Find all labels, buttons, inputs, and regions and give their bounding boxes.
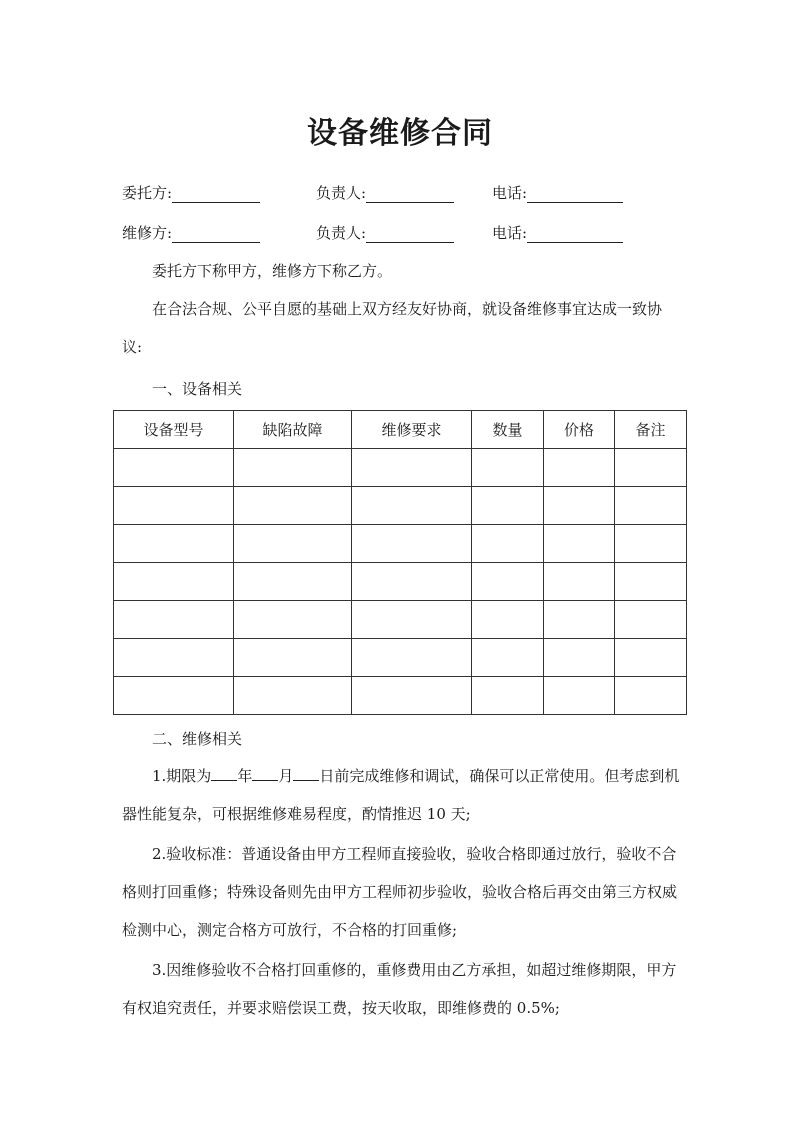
table-cell[interactable] <box>544 677 615 715</box>
table-cell[interactable] <box>615 677 687 715</box>
clause-2: 2.验收标准：普通设备由甲方工程师直接验收，验收合格即通过放行，验收不合格则打回重修；特殊设备则先由甲方工程师初步验收，验收合格后再交由第三方权威检测中心，测定合格方可放行，不合格的打回重修; <box>122 845 678 939</box>
table-cell[interactable] <box>352 677 472 715</box>
table-row <box>114 677 687 715</box>
client-person-blank[interactable] <box>366 184 454 203</box>
table-row <box>114 487 687 525</box>
clause-1 <box>122 757 682 833</box>
equipment-table <box>113 410 687 715</box>
client-phone-blank[interactable] <box>527 184 623 203</box>
year-blank[interactable] <box>211 764 237 781</box>
clause-3: 3.因维修验收不合格打回重修的，重修费用由乙方承担，如超过维修期限，甲方有权追究责任，并要求赔偿误工费，按天收取，即维修费的 0.5%; <box>122 961 677 1017</box>
clause1-prefix: 1.期限为 <box>152 767 212 785</box>
table-cell[interactable] <box>472 601 544 639</box>
table-cell[interactable] <box>234 563 352 601</box>
table-cell[interactable] <box>615 563 687 601</box>
table-cell[interactable] <box>352 601 472 639</box>
table-cell[interactable] <box>544 449 615 487</box>
table-cell[interactable] <box>234 487 352 525</box>
table-cell[interactable] <box>234 639 352 677</box>
table-cell[interactable] <box>615 487 687 525</box>
table-row <box>114 563 687 601</box>
header-model: 设备型号 <box>114 411 234 449</box>
table-cell[interactable] <box>114 525 234 563</box>
table-cell[interactable] <box>615 525 687 563</box>
client-person-label: 负责人: <box>316 184 367 202</box>
document-title: 设备维修合同 <box>307 116 493 151</box>
intro-paragraph-1: 委托方下称甲方，维修方下称乙方。 <box>152 262 393 280</box>
header-defect: 缺陷故障 <box>234 411 352 449</box>
table-cell[interactable] <box>234 449 352 487</box>
repairer-person-field <box>316 222 454 243</box>
day-blank[interactable] <box>293 764 319 781</box>
repairer-party-row <box>122 222 682 246</box>
clause1-year: 年 <box>237 767 253 785</box>
header-quantity: 数量 <box>472 411 544 449</box>
table-cell[interactable] <box>114 601 234 639</box>
table-cell[interactable] <box>352 449 472 487</box>
client-label: 委托方: <box>122 184 173 202</box>
table-cell[interactable] <box>234 677 352 715</box>
table-cell[interactable] <box>472 487 544 525</box>
table-cell[interactable] <box>472 677 544 715</box>
section1-heading: 一、设备相关 <box>152 380 243 398</box>
client-phone-label: 电话: <box>492 184 528 202</box>
table-cell[interactable] <box>472 639 544 677</box>
repairer-label: 维修方: <box>122 224 173 242</box>
header-price: 价格 <box>544 411 615 449</box>
client-party-row <box>122 182 682 206</box>
table-row <box>114 525 687 563</box>
table-cell[interactable] <box>352 639 472 677</box>
table-cell[interactable] <box>114 639 234 677</box>
table-cell[interactable] <box>472 449 544 487</box>
table-cell[interactable] <box>544 601 615 639</box>
table-row <box>114 449 687 487</box>
table-cell[interactable] <box>234 601 352 639</box>
table-cell[interactable] <box>114 563 234 601</box>
header-requirement: 维修要求 <box>352 411 472 449</box>
month-blank[interactable] <box>252 764 278 781</box>
repairer-phone-label: 电话: <box>492 224 528 242</box>
table-header-row <box>114 411 687 449</box>
table-cell[interactable] <box>114 449 234 487</box>
intro-paragraph-2: 在合法合规、公平自愿的基础上双方经友好协商，就设备维修事宜达成一致协议: <box>122 300 663 356</box>
table-cell[interactable] <box>352 563 472 601</box>
table-cell[interactable] <box>234 525 352 563</box>
repairer-field <box>122 222 260 243</box>
table-row <box>114 639 687 677</box>
table-cell[interactable] <box>544 525 615 563</box>
header-remarks: 备注 <box>615 411 687 449</box>
table-cell[interactable] <box>544 639 615 677</box>
table-cell[interactable] <box>472 525 544 563</box>
repairer-phone-field <box>492 222 623 243</box>
table-cell[interactable] <box>544 563 615 601</box>
client-field <box>122 182 260 203</box>
table-cell[interactable] <box>114 677 234 715</box>
table-cell[interactable] <box>544 487 615 525</box>
repairer-person-label: 负责人: <box>316 224 367 242</box>
client-phone-field <box>492 182 623 203</box>
client-blank[interactable] <box>172 184 260 203</box>
clause1-month: 月 <box>278 767 294 785</box>
table-cell[interactable] <box>114 487 234 525</box>
repairer-blank[interactable] <box>172 224 260 243</box>
table-cell[interactable] <box>615 639 687 677</box>
table-cell[interactable] <box>352 525 472 563</box>
table-cell[interactable] <box>615 449 687 487</box>
repairer-phone-blank[interactable] <box>527 224 623 243</box>
section2-heading: 二、维修相关 <box>152 730 243 748</box>
repairer-person-blank[interactable] <box>366 224 454 243</box>
table-body <box>114 449 687 715</box>
table-row <box>114 601 687 639</box>
table-cell[interactable] <box>352 487 472 525</box>
table-cell[interactable] <box>615 601 687 639</box>
clause1-rest: 日前完成维修和调试，确保可以正常使用。但考虑到机器性能复杂，可根据维修难易程度，酌情推迟 10 天; <box>122 767 680 823</box>
client-person-field <box>316 182 454 203</box>
table-cell[interactable] <box>472 563 544 601</box>
